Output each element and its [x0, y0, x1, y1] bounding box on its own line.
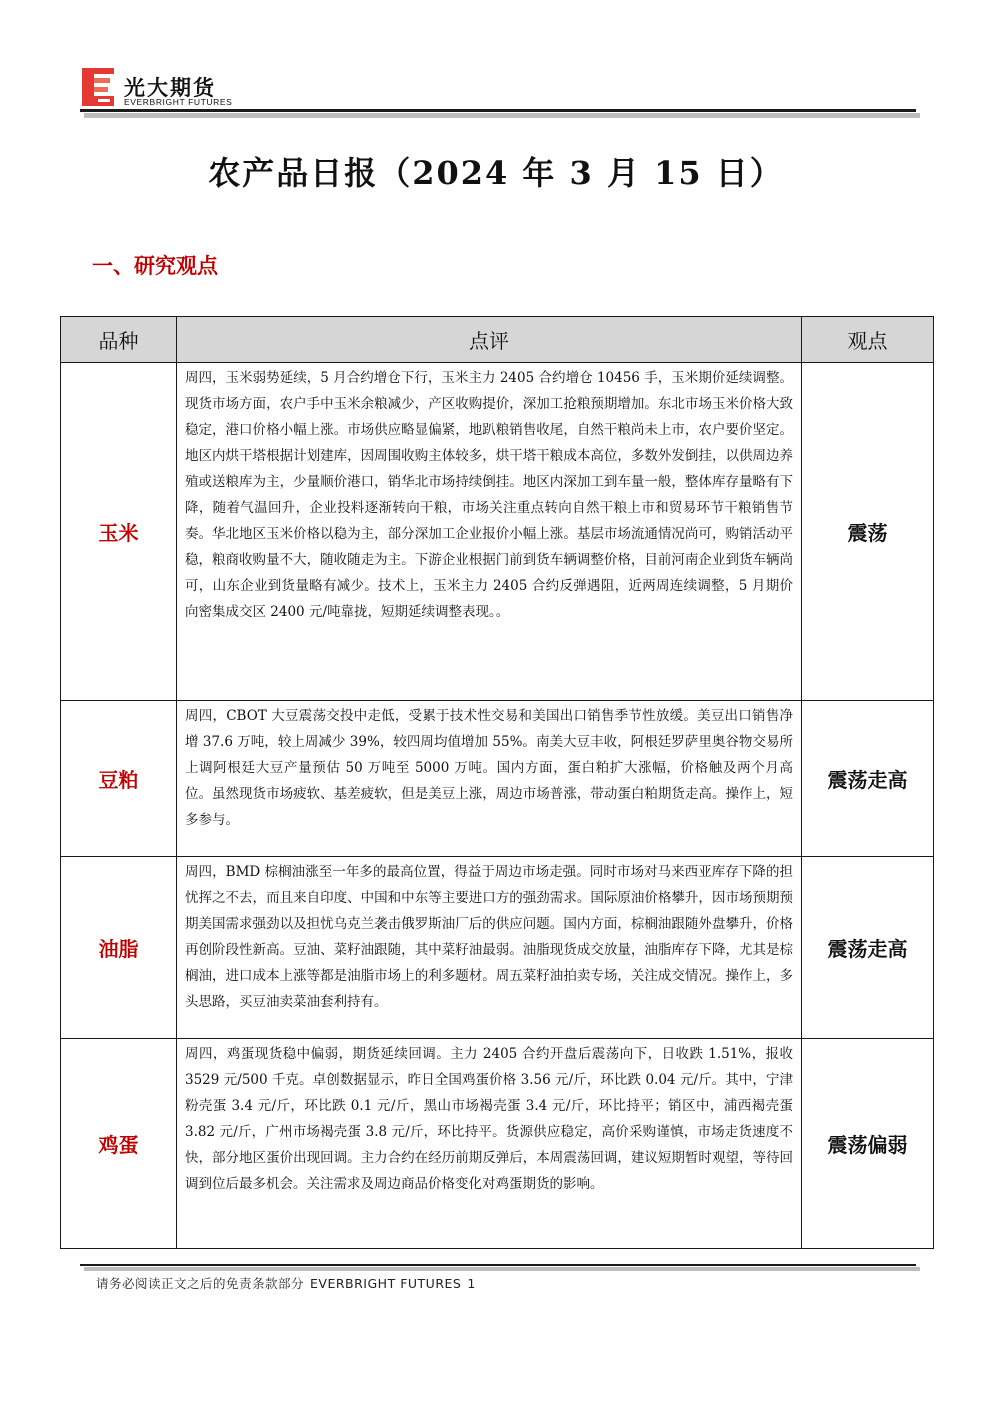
- comment-cell: 周四，鸡蛋现货稳中偏弱，期货延续回调。主力 2405 合约开盘后震荡向下，日收跌 1.51%，报收 3529 元/500 千克。卓创数据显示，昨日全国鸡蛋价格 3.56 元/斤，环比跌 0.04 元/斤。其中，宁津粉壳蛋 3.4 元/斤，环比跌 0.1 元/斤，黑山市场褐壳蛋 3.4 元/斤，环比持平；销区中，浦西褐壳蛋 3.82 元/斤，广州市场褐壳蛋 3.8 元/斤，环比持平。货源供应稳定，高价采购谨慎，市场走货速度不快，部分地区蛋价出现回调。主力合约在经历前期反弹后，本周震荡回调，建议短期暂时观望，等待回调到位后最多机会。关注需求及周边商品价格变化对鸡蛋期货的影响。: [177, 1039, 802, 1249]
- page-number: 1: [467, 1276, 476, 1291]
- footer-disclaimer: 请务必阅读正文之后的免责条款部分: [96, 1276, 305, 1291]
- header-rule: [80, 109, 916, 112]
- comment-cell: 周四，CBOT 大豆震荡交投中走低，受累于技术性交易和美国出口销售季节性放缓。美豆出口销售净增 37.6 万吨，较上周减少 39%，较四周均值增加 55%。南美大豆丰收，阿根廷罗萨里奥谷物交易所上调阿根廷大豆产量预估 50 万吨至 5000 万吨。国内方面，蛋白粕扩大涨幅，价格触及两个月高位。虽然现货市场疲软、基差疲软，但是美豆上涨，周边市场普涨，带动蛋白粕期货走高。操作上，短多参与。: [177, 701, 802, 857]
- variety-cell: 鸡蛋: [61, 1039, 177, 1249]
- comment-cell: 周四，玉米弱势延续，5 月合约增仓下行，玉米主力 2405 合约增仓 10456 手，玉米期价延续调整。现货市场方面，农户手中玉米余粮减少，产区收购提价，深加工抢粮预期增加。东北市场玉米价格大致稳定，港口价格小幅上涨。市场供应略显偏紧，地趴粮销售收尾，自然干粮尚未上市，农户要价坚定。地区内烘干塔根据计划建库，因周围收购主体较多，烘干塔干粮成本高位，多数外发倒挂，以供周边养殖或送粮库为主，少量顺价港口，销华北市场持续倒挂。地区内深加工到车量一般，整体库存量略有下降，随着气温回升，企业投料逐渐转向干粮，市场关注重点转向自然干粮上市和贸易环节干粮销售节奏。华北地区玉米价格以稳为主，部分深加工企业报价小幅上涨。基层市场流通情况尚可，购销活动平稳，粮商收购量不大，随收随走为主。下游企业根据门前到货车辆调整价格，目前河南企业到货车辆尚可，山东企业到货量略有减少。技术上，玉米主力 2405 合约反弹遇阻，近两周连续调整，5 月期价向密集成交区 2400 元/吨靠拢，短期延续调整表现。。: [177, 363, 802, 701]
- view-cell: 震荡偏弱: [802, 1039, 934, 1249]
- table-row-soymeal: [61, 701, 934, 857]
- document-title: 农产品日报（2024 年 3 月 15 日）: [208, 154, 784, 192]
- research-view-table: [60, 316, 934, 1249]
- comment-cell: 周四，BMD 棕榈油涨至一年多的最高位置，得益于周边市场走强。同时市场对马来西亚库存下降的担忧挥之不去，而且来自印度、中国和中东等主要进口方的强劲需求。国际原油价格攀升，因市场预期预期美国需求强劲以及担忧乌克兰袭击俄罗斯油厂后的供应问题。国内方面，棕榈油跟随外盘攀升，价格再创阶段性新高。豆油、菜籽油跟随，其中菜籽油最弱。油脂现货成交放量，油脂库存下降，尤其是棕榈油，进口成本上涨等都是油脂市场上的利多题材。周五菜籽油拍卖专场，关注成交情况。操作上，多头思路，买豆油卖菜油套利持有。: [177, 857, 802, 1039]
- footer-rule-shadow: [84, 1267, 920, 1271]
- brand-name-cn: 光大期货: [124, 76, 216, 100]
- section-title: 一、研究观点: [92, 253, 218, 278]
- footer-rule: [80, 1264, 916, 1266]
- variety-cell: 油脂: [61, 857, 177, 1039]
- variety-cell: 玉米: [61, 363, 177, 701]
- header-view: 观点: [802, 317, 934, 363]
- header-comment: 点评: [177, 317, 802, 363]
- page-footer: [96, 1274, 482, 1292]
- table-row-oils: [61, 857, 934, 1039]
- footer-brand: EVERBRIGHT FUTURES: [310, 1276, 462, 1291]
- view-cell: 震荡走高: [802, 857, 934, 1039]
- variety-cell: 豆粕: [61, 701, 177, 857]
- brand-name-en: EVERBRIGHT FUTURES: [124, 97, 233, 107]
- view-cell: 震荡: [802, 363, 934, 701]
- view-cell: 震荡走高: [802, 701, 934, 857]
- table-row-corn: [61, 363, 934, 701]
- table-row-eggs: [61, 1039, 934, 1249]
- everbright-logo-icon: [82, 68, 114, 106]
- company-logo: [82, 68, 242, 108]
- table-header-row: [61, 317, 934, 363]
- header-rule-shadow: [84, 113, 920, 118]
- header-variety: 品种: [61, 317, 177, 363]
